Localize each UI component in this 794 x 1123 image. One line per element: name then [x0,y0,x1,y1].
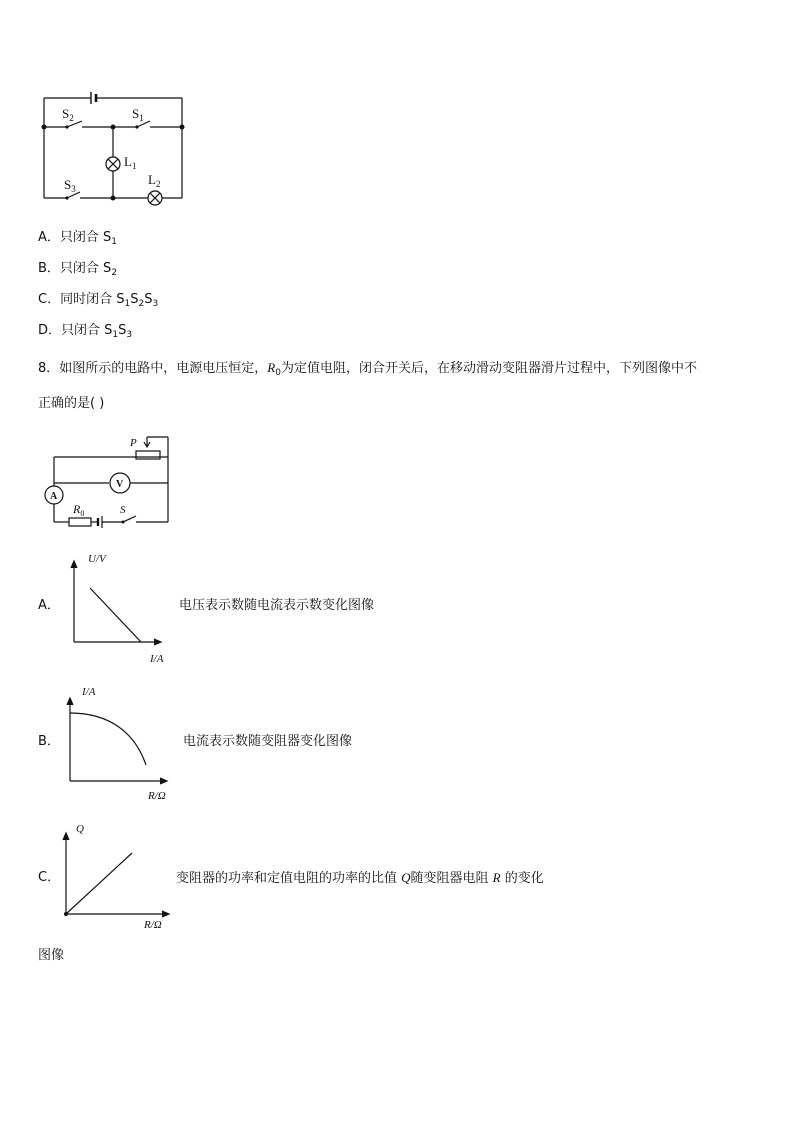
q7-option-a: A．只闭合 $S_1$ [38,230,118,247]
q8-option-a-letter: A． [38,598,60,613]
label-r0: $R_0$ [73,502,85,518]
q8-stem-line2: 正确的是( ) [38,396,105,411]
label-l1: $L_1$ [124,154,137,171]
svg-text:Q: Q [76,823,84,835]
label-v: V [116,479,124,490]
label-s3: $S_3$ [64,177,76,194]
graph-a-line [90,588,141,642]
circuit-diagram-2 [38,432,178,528]
q7-option-c: C．同时闭合 $S_1S_2S_3$ [38,292,159,309]
label-s1: $S_1$ [132,106,144,123]
label-l2: $L_2$ [148,172,161,189]
svg-text:U/V: U/V [88,553,106,565]
q8-option-c-letter: C． [38,870,61,885]
svg-text:I/A: I/A [150,653,164,665]
svg-text:R/Ω: R/Ω [148,790,166,802]
graph-b-curve [70,713,146,765]
q8-option-c-desc: 变阻器的功率和定值电阻的功率的比值 Q随变阻器电阻 R 的变化 [176,870,544,886]
graph-c [58,820,178,932]
q8-option-b-desc: 电流表示数随变阻器变化图像 [183,734,353,749]
label-a: A [50,491,58,502]
graph-c-line [66,853,132,914]
svg-text:R/Ω: R/Ω [144,919,162,931]
graph-a [62,550,172,668]
label-s: S [120,504,126,516]
q7-option-b: B．只闭合 $S_2$ [38,261,118,278]
label-p: P [130,437,137,449]
circuit-diagram-1 [36,86,196,212]
q7-option-d: D．只闭合 $S_1S_3$ [38,323,133,340]
q8-option-b-letter: B． [38,734,60,749]
graph-b [60,683,180,805]
q8-option-c-continuation: 图像 [38,948,65,963]
svg-text:I/A: I/A [82,686,96,698]
q8-stem-line1: 8．如图所示的电路中，电源电压恒定，$R_0$为定值电阻，闭合开关后，在移动滑动变阻器滑片过程中，下列图像中不 [38,360,697,378]
label-s2: $S_2$ [62,106,74,123]
q8-option-a-desc: 电压表示数随电流表示数变化图像 [179,598,375,613]
